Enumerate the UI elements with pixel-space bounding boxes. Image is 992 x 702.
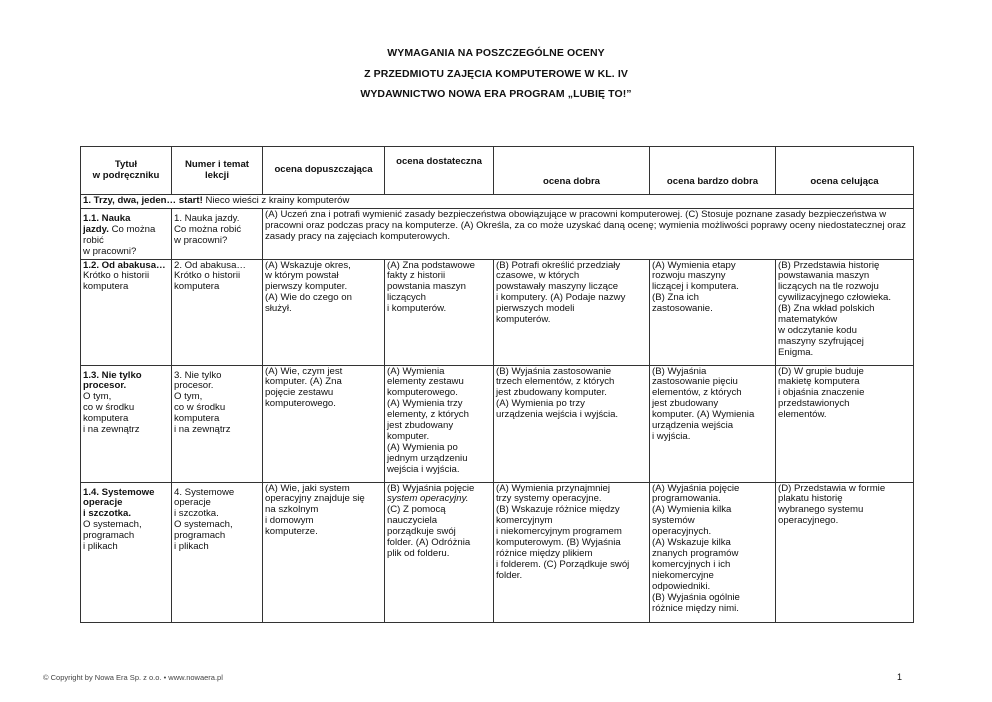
cell-celujaca: (D) W grupie buduje makietę komputera i objaśnia znaczenie przedstawionych elementów. bbox=[776, 365, 914, 482]
cell-bardzo-dobra: (B) Wyjaśnia zastosowanie pięciu elementów, z których jest zbudowany komputer. (A) Wymienia urządzenia wejścia i wyjścia. bbox=[650, 365, 776, 482]
table-row bbox=[81, 208, 914, 259]
cell-dobra: (B) Wyjaśnia zastosowanie trzech elementów, z których jest zbudowany komputer. (A) Wymienia po trzy urządzenia wejścia i wyjścia. bbox=[494, 365, 650, 482]
header-bardzo-dobra: ocena bardzo dobra bbox=[650, 147, 776, 195]
cell-dopuszczajaca: (A) Wie, czym jest komputer. (A) Zna pojęcie zestawu komputerowego. bbox=[263, 365, 385, 482]
header-dobra: ocena dobra bbox=[494, 147, 650, 195]
cell-dobra: (A) Wymienia przynajmniej trzy systemy operacyjne. (B) Wskazuje różnice między komercyjnym i niekomercyjnym programem komputerowym. (B) Wyjaśnia różnice między plikiem i folderem. (C) Porządkuje swój folder. bbox=[494, 482, 650, 622]
row-title: 1.4. Systemowe operacje i szczotka. O systemach, programach i plikach bbox=[81, 482, 172, 622]
requirements-table bbox=[80, 146, 914, 623]
cell-dobra: (B) Potrafi określić przedziały czasowe, w których powstawały maszyny liczące i komputery. (A) Podaje nazwy pierwszych modeli komputerów. bbox=[494, 259, 650, 365]
cell-dostateczna: (A) Zna podstawowe fakty z historii powstania maszyn liczących i komputerów. bbox=[385, 259, 494, 365]
header-row bbox=[81, 147, 914, 195]
document-title-line-3: WYDAWNICTWO NOWA ERA PROGRAM „LUBIĘ TO!” bbox=[360, 88, 632, 100]
header-dopuszczajaca: ocena dopuszczająca bbox=[263, 147, 385, 195]
cell-dostateczna: (A) Wymienia elementy zestawu komputerowego. (A) Wymienia trzy elementy, z których jest zbudowany komputer. (A) Wymienia po jednym urządzeniu wejścia i wyjścia. bbox=[385, 365, 494, 482]
table-row bbox=[81, 482, 914, 622]
header-tytul: Tytuł w podręczniku bbox=[81, 147, 172, 195]
row-title: 1.2. Od abakusa… Krótko o historii komputera bbox=[81, 259, 172, 365]
cell-dostateczna: (B) Wyjaśnia pojęcie system operacyjny. (C) Z pomocą nauczyciela porządkuje swój folder. (A) Odróżnia plik od folderu. bbox=[385, 482, 494, 622]
section-row bbox=[81, 195, 914, 209]
cell-celujaca: (D) Przedstawia w formie plakatu historię wybranego systemu operacyjnego. bbox=[776, 482, 914, 622]
document-title-line-1: WYMAGANIA NA POSZCZEGÓLNE OCENY bbox=[387, 47, 605, 59]
row-title: 1.3. Nie tylko procesor. O tym, co w środku komputera i na zewnątrz bbox=[81, 365, 172, 482]
table-row bbox=[81, 259, 914, 365]
table-row bbox=[81, 365, 914, 482]
cell-dopuszczajaca: (A) Wie, jaki system operacyjny znajduje się na szkolnym i domowym komputerze. bbox=[263, 482, 385, 622]
cell-bardzo-dobra: (A) Wyjaśnia pojęcie programowania. (A) Wymienia kilka systemów operacyjnych. (A) Wskazuje kilka znanych programów komercyjnych i ich niekomercyjne odpowiedniki. (B) Wyjaśnia ogólnie różnice między nimi. bbox=[650, 482, 776, 622]
page-number: 1 bbox=[897, 672, 903, 682]
copyright-footer: © Copyright by Nowa Era Sp. z o.o. • www.nowaera.pl bbox=[43, 673, 223, 682]
row-merged-requirements: (A) Uczeń zna i potrafi wymienić zasady bezpieczeństwa obowiązujące w pracowni komputerowej. (C) Stosuje poznane zasady bezpieczeństwa w pracowni oraz podczas pracy na komputerze. (A) Określa, za co może uzyskać daną ocenę; wymienia możliwości poprawy oceny niedostatecznej oraz zasady pracy na zajęciach komputerowych. bbox=[263, 208, 914, 259]
header-numer: Numer i temat lekcji bbox=[172, 147, 263, 195]
header-dostateczna: ocena dostateczna bbox=[385, 147, 494, 195]
cell-dopuszczajaca: (A) Wskazuje okres, w którym powstał pierwszy komputer. (A) Wie do czego on służył. bbox=[263, 259, 385, 365]
row-lesson: 1. Nauka jazdy. Co można robić w pracowni? bbox=[172, 208, 263, 259]
row-lesson: 4. Systemowe operacje i szczotka. O systemach, programach i plikach bbox=[172, 482, 263, 622]
document-title-line-2: Z PRZEDMIOTU ZAJĘCIA KOMPUTEROWE W KL. IV bbox=[364, 68, 628, 80]
row-lesson: 3. Nie tylko procesor. O tym, co w środku komputera i na zewnątrz bbox=[172, 365, 263, 482]
cell-bardzo-dobra: (A) Wymienia etapy rozwoju maszyny liczącej i komputera. (B) Zna ich zastosowanie. bbox=[650, 259, 776, 365]
row-title: 1.1. Nauka jazdy. Co można robić w pracowni? bbox=[81, 208, 172, 259]
cell-celujaca: (B) Przedstawia historię powstawania maszyn liczących na tle rozwoju cywilizacyjnego człowieka. (B) Zna wkład polskich matematyków w odczytanie kodu maszyny szyfrującej Enigma. bbox=[776, 259, 914, 365]
row-lesson: 2. Od abakusa… Krótko o historii komputera bbox=[172, 259, 263, 365]
header-celujaca: ocena celująca bbox=[776, 147, 914, 195]
section-heading: 1. Trzy, dwa, jeden… start! Nieco wieści z krainy komputerów bbox=[81, 195, 914, 209]
